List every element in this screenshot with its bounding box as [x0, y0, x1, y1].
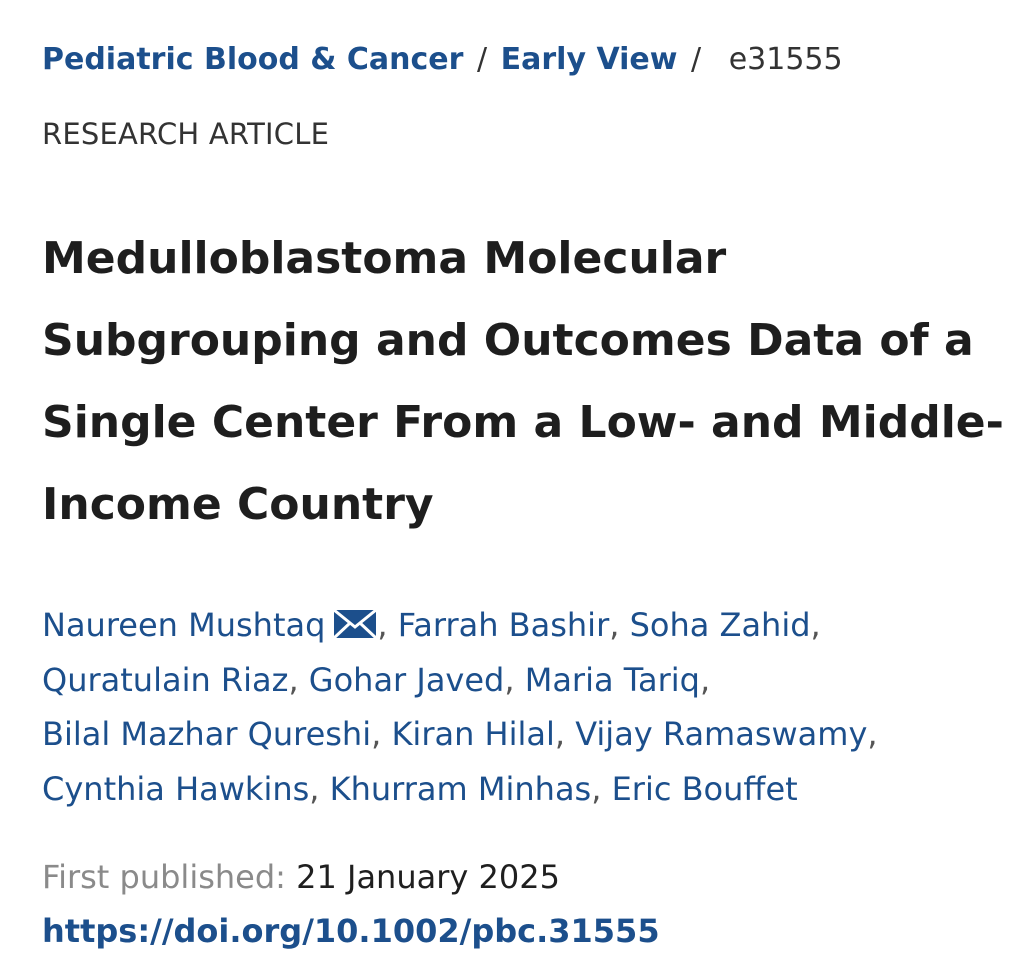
breadcrumb-separator: / [476, 42, 488, 77]
author-link[interactable]: Vijay Ramaswamy [575, 715, 868, 753]
article-title-line: Income Country [42, 479, 434, 530]
author-link[interactable]: Farrah Bashir [397, 606, 610, 644]
article-title-line: Single Center From a Low- and Middle- [42, 397, 1004, 448]
breadcrumb-issue-link[interactable]: Early View [500, 42, 678, 77]
author-row [42, 707, 1002, 762]
envelope-icon[interactable] [333, 609, 377, 639]
author-separator: , [371, 715, 382, 753]
author-separator: , [309, 769, 320, 808]
publication-date [42, 852, 560, 902]
author-link[interactable]: Cynthia Hawkins [42, 769, 310, 808]
author-separator: , [554, 715, 566, 753]
author-link[interactable]: Naureen Mushtaq [42, 606, 326, 644]
published-label: First published: [42, 858, 286, 896]
author-row [42, 762, 1002, 817]
author-separator: , [810, 606, 821, 644]
author-separator: , [504, 660, 515, 699]
breadcrumb-separator: / [691, 42, 702, 77]
published-date: 21 January 2025 [296, 858, 560, 896]
author-link[interactable]: Maria Tariq [524, 660, 700, 699]
author-row [42, 653, 1002, 708]
article-type: RESEARCH ARTICLE [42, 117, 330, 151]
article-title [42, 218, 1004, 546]
breadcrumb-journal-link[interactable]: Pediatric Blood & Cancer [42, 42, 464, 77]
author-separator: , [609, 606, 620, 644]
author-link[interactable]: Gohar Javed [308, 660, 505, 699]
breadcrumb [42, 38, 843, 82]
author-separator: , [699, 660, 711, 699]
author-link[interactable]: Bilal Mazhar Qureshi [42, 715, 372, 753]
author-row [42, 598, 1002, 653]
author-separator: , [288, 660, 299, 699]
author-separator: , [377, 606, 388, 644]
article-id: e31555 [728, 42, 843, 77]
article-title-line: Medulloblastoma Molecular [42, 233, 727, 284]
doi-link[interactable]: https://doi.org/10.1002/pbc.31555 [42, 912, 660, 950]
author-link[interactable]: Soha Zahid [629, 606, 811, 644]
author-link[interactable]: Eric Bouffet [611, 769, 798, 808]
author-link[interactable]: Kiran Hilal [391, 715, 555, 753]
author-link[interactable]: Khurram Minhas [329, 769, 592, 808]
author-separator: , [591, 769, 602, 808]
author-separator: , [867, 715, 878, 753]
author-link[interactable]: Quratulain Riaz [42, 660, 289, 699]
author-list [42, 598, 1002, 816]
article-title-line: Subgrouping and Outcomes Data of a [42, 315, 974, 366]
